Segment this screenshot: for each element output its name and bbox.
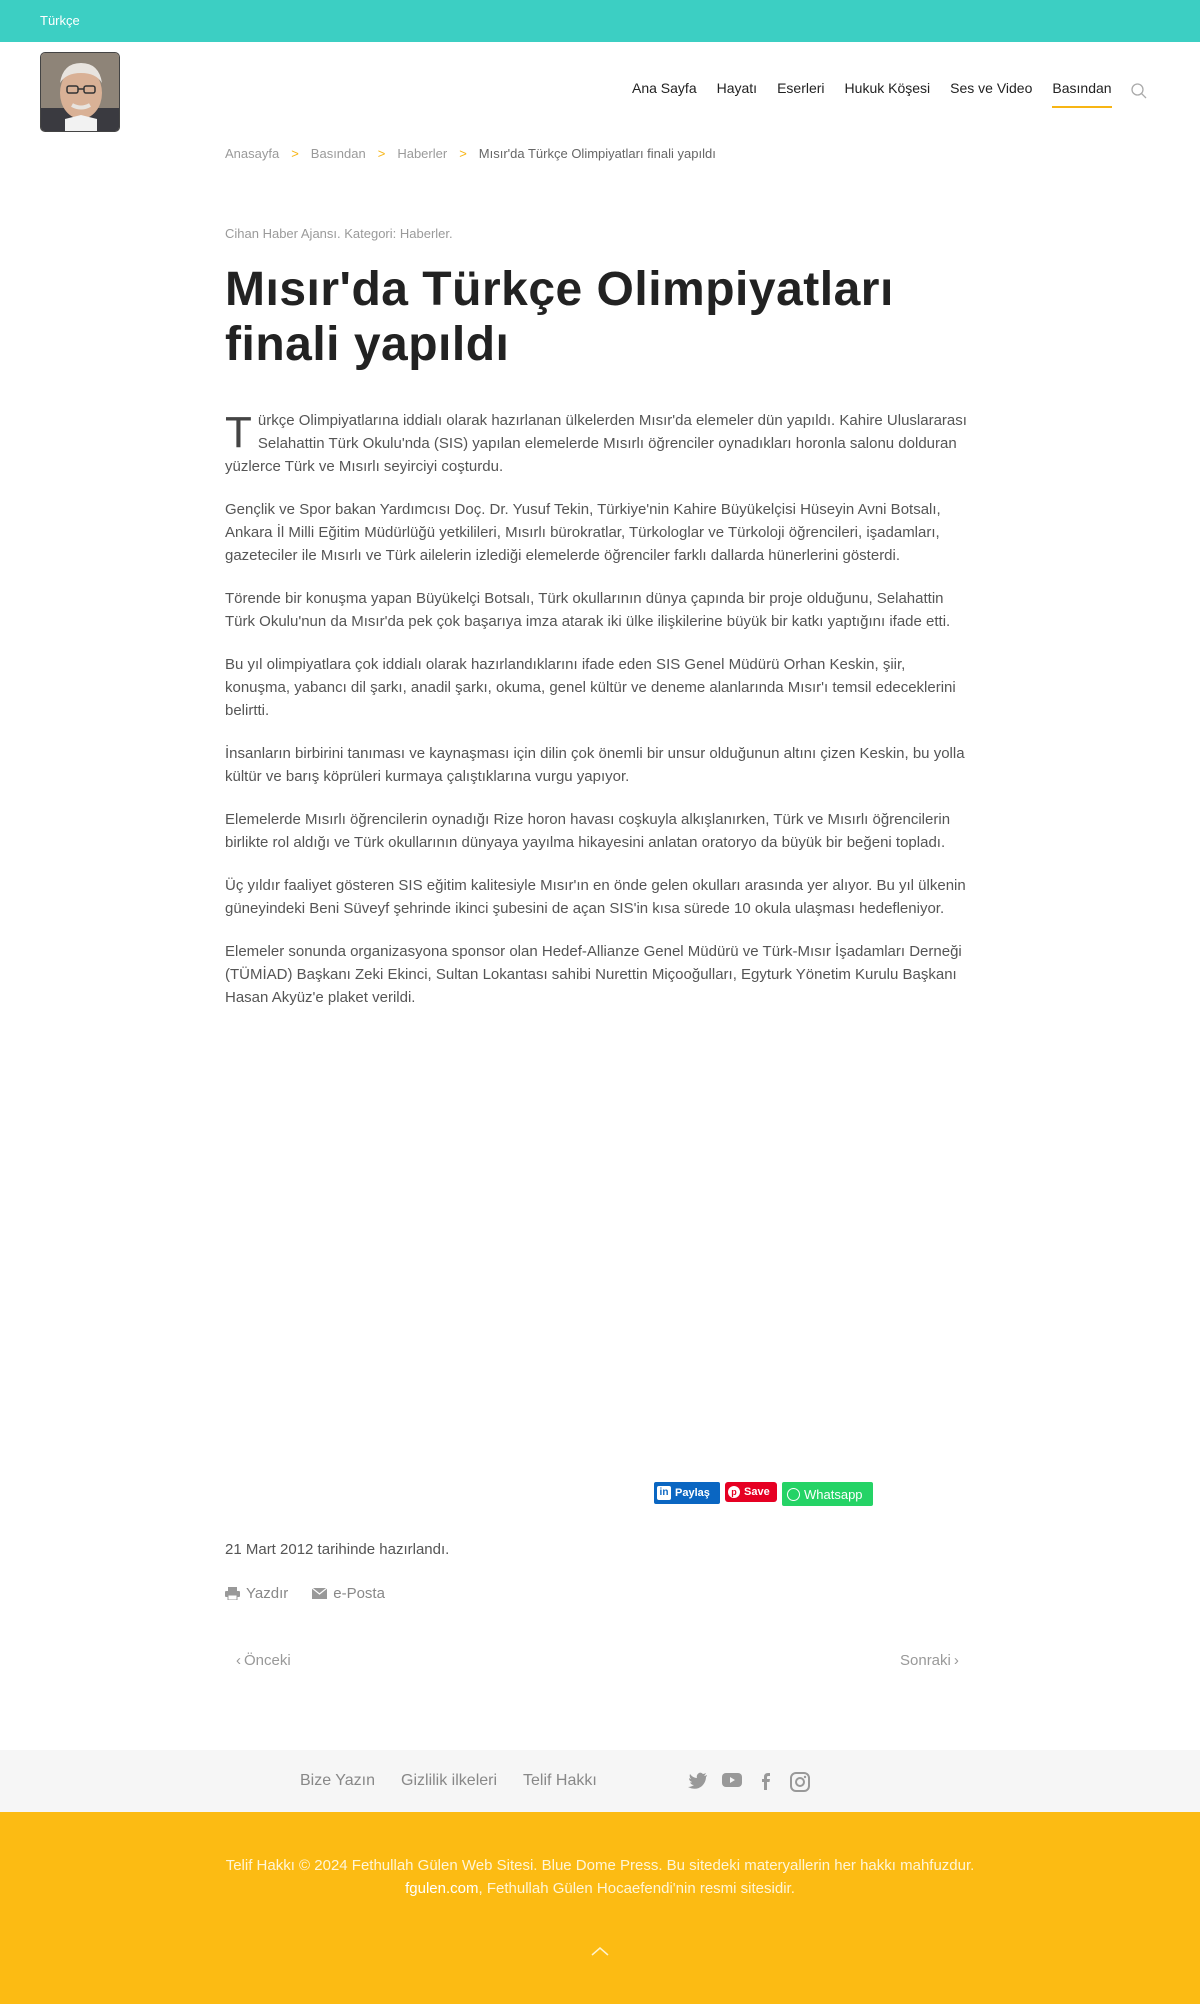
site-line [0, 1877, 1200, 1900]
search-icon[interactable] [1130, 82, 1150, 102]
header [0, 42, 1200, 142]
top-bar [0, 0, 1200, 42]
footer-links-bar [0, 1750, 1200, 1812]
article-title: Mısır'da Türkçe Olimpiyatları finali yapıldı [225, 263, 894, 371]
article-paragraph: Elemelerde Mısırlı öğrencilerin oynadığı Rize horon havası coşkuyla alkışlanırken, Türk ve Mısırlı öğrencilerin birlikte rol aldığı ve Türk okullarının dünyaya yayılma hikayesini anlatan oratoryo da büyük bir beğeni topladı. [225, 811, 951, 851]
article-paragraph [225, 409, 970, 478]
print-button[interactable] [225, 1585, 288, 1602]
main-nav [632, 80, 1112, 108]
footer-links [300, 1772, 597, 1790]
breadcrumb-category[interactable]: Haberler [397, 146, 448, 161]
nav-item-eserleri[interactable]: Eserleri [777, 80, 825, 96]
article-paragraph: İnsanların birbirini tanıması ve kaynaşması için dilin çok önemli bir unsur olduğunun altını çizen Keskin, bu yolla kültür ve barış köprüleri kurmaya çalıştıklarına vurgu yapıyor. [225, 745, 965, 785]
youtube-icon[interactable] [722, 1772, 742, 1792]
nav-item-hayati[interactable]: Hayatı [716, 80, 758, 96]
facebook-icon[interactable] [756, 1772, 776, 1792]
whatsapp-icon [787, 1488, 800, 1501]
pinterest-save-button[interactable] [725, 1482, 777, 1502]
article-date: 21 Mart 2012 tarihinde hazırlandı. [225, 1541, 450, 1558]
site-suffix: , Fethullah Gülen Hocaefendi'nin resmi sitesidir. [478, 1880, 795, 1897]
footer-link-gizlilik[interactable]: Gizlilik ilkeleri [401, 1772, 498, 1789]
linkedin-share-label: Paylaş [675, 1487, 710, 1499]
nav-item-basindan[interactable]: Basından [1052, 80, 1111, 108]
printer-icon [225, 1587, 240, 1600]
dropcap: T [225, 408, 252, 457]
footer-copyright [0, 1854, 1200, 1900]
nav-item-ses-ve-video[interactable]: Ses ve Video [950, 80, 1033, 96]
whatsapp-share-button[interactable] [782, 1482, 873, 1506]
paragraph-text: ürkçe Olimpiyatlarına iddialı olarak hazırlanan ülkelerden Mısır'da elemeler dün yapıldı. Kahire Uluslararası Selahattin Türk Okulu'nda (SIS) yapılan elemelerde Mısırlı öğrenciler oynadıkları horonla salonu dolduran yüzlerce Türk ve Mısırlı seyirciyi coşturdu. [225, 412, 967, 475]
site-link[interactable]: fgulen.com [405, 1880, 479, 1897]
breadcrumb-current: Mısır'da Türkçe Olimpiyatları finali yapıldı [478, 146, 716, 161]
nav-item-hukuk-kosesi[interactable]: Hukuk Köşesi [844, 80, 931, 96]
back-to-top-icon[interactable] [590, 1944, 610, 1958]
nav-item-ana-sayfa[interactable]: Ana Sayfa [632, 80, 697, 96]
pinterest-save-label: Save [744, 1486, 770, 1498]
pinterest-icon: p [728, 1486, 740, 1498]
footer-link-bize-yazin[interactable]: Bize Yazın [300, 1772, 376, 1789]
next-label: Sonraki [900, 1652, 951, 1669]
site-logo[interactable] [40, 52, 120, 132]
breadcrumb-home[interactable]: Anasayfa [225, 146, 280, 161]
email-label: e-Posta [333, 1585, 385, 1602]
breadcrumb-separator: > [291, 146, 299, 161]
previous-label: Önceki [244, 1652, 291, 1669]
next-article-link[interactable] [900, 1652, 959, 1669]
chevron-left-icon: ‹ [236, 1652, 241, 1669]
print-label: Yazdır [246, 1585, 289, 1602]
language-selector[interactable]: Türkçe [40, 13, 80, 28]
breadcrumb-separator: > [377, 146, 386, 161]
article-body [225, 409, 970, 1029]
twitter-icon[interactable] [688, 1772, 708, 1792]
social-links [688, 1772, 810, 1792]
envelope-icon [312, 1588, 327, 1599]
footer-link-telif[interactable]: Telif Hakkı [523, 1772, 597, 1789]
article-meta: Cihan Haber Ajansı. Kategori: Haberler. [225, 226, 453, 241]
breadcrumb [225, 146, 716, 161]
whatsapp-share-label: Whatsapp [804, 1486, 863, 1502]
article-paragraph: Törende bir konuşma yapan Büyükelçi Botsalı, Türk okullarının dünya çapında bir proje olduğunu, Selahattin Türk Okulu'nun da Mısır'da pek çok başarıya imza atarak iki ülke ilişkilerine büyük bir katkı yaptığını ifade etti. [225, 590, 951, 630]
article-actions [225, 1585, 385, 1602]
portrait-icon [41, 53, 120, 132]
breadcrumb-section[interactable]: Basından [310, 146, 366, 161]
article-paragraph: Gençlik ve Spor bakan Yardımcısı Doç. Dr. Yusuf Tekin, Türkiye'nin Kahire Büyükelçisi Hüseyin Avni Botsalı, Ankara İl Milli Eğitim Müdürlüğü yetkilileri, Mısırlı bürokratlar, Türkologlar ve Türkoloji öğrencileri, işadamları, gazeteciler ile Mısırlı ve Türk ailelerin izlediği elemelerde öğrenciler farklı dallarda hünerlerini gösterdi. [225, 501, 941, 564]
email-button[interactable] [312, 1585, 385, 1602]
breadcrumb-separator: > [459, 146, 467, 161]
article-paragraph: Üç yıldır faaliyet gösteren SIS eğitim kalitesiyle Mısır'ın en önde gelen okulları arasında yer alıyor. Bu yıl ülkenin güneyindeki Beni Süveyf şehrinde ikinci şubesini de açan SIS'in kısa sürede 10 okula ulaşması hedefleniyor. [225, 877, 966, 917]
copyright-text: Telif Hakkı © 2024 Fethullah Gülen Web Sitesi. Blue Dome Press. Bu sitedeki materyallerin her hakkı mahfuzdur. [225, 1857, 975, 1874]
chevron-right-icon: › [953, 1652, 959, 1669]
linkedin-icon: in [657, 1486, 671, 1500]
previous-article-link[interactable] [236, 1652, 291, 1669]
linkedin-share-button[interactable] [654, 1482, 720, 1504]
footer [0, 1812, 1200, 2004]
article-paragraph: Bu yıl olimpiyatlara çok iddialı olarak hazırlandıklarını ifade eden SIS Genel Müdürü Orhan Keskin, şiir, konuşma, yabancı dil şarkı, anadil şarkı, okuma, genel kültür ve deneme alanlarında Mısır'ı temsil edeceklerini belirtti. [225, 656, 956, 719]
instagram-icon[interactable] [790, 1772, 810, 1792]
article-paragraph: Elemeler sonunda organizasyona sponsor olan Hedef-Allianze Genel Müdürü ve Türk-Mısır İşadamları Derneği (TÜMİAD) Başkanı Zeki Ekinci, Sultan Lokantası sahibi Nurettin Miçooğulları, Egyturk Yönetim Kurulu Başkanı Hasan Akyüz'e plaket verildi. [225, 943, 962, 1006]
